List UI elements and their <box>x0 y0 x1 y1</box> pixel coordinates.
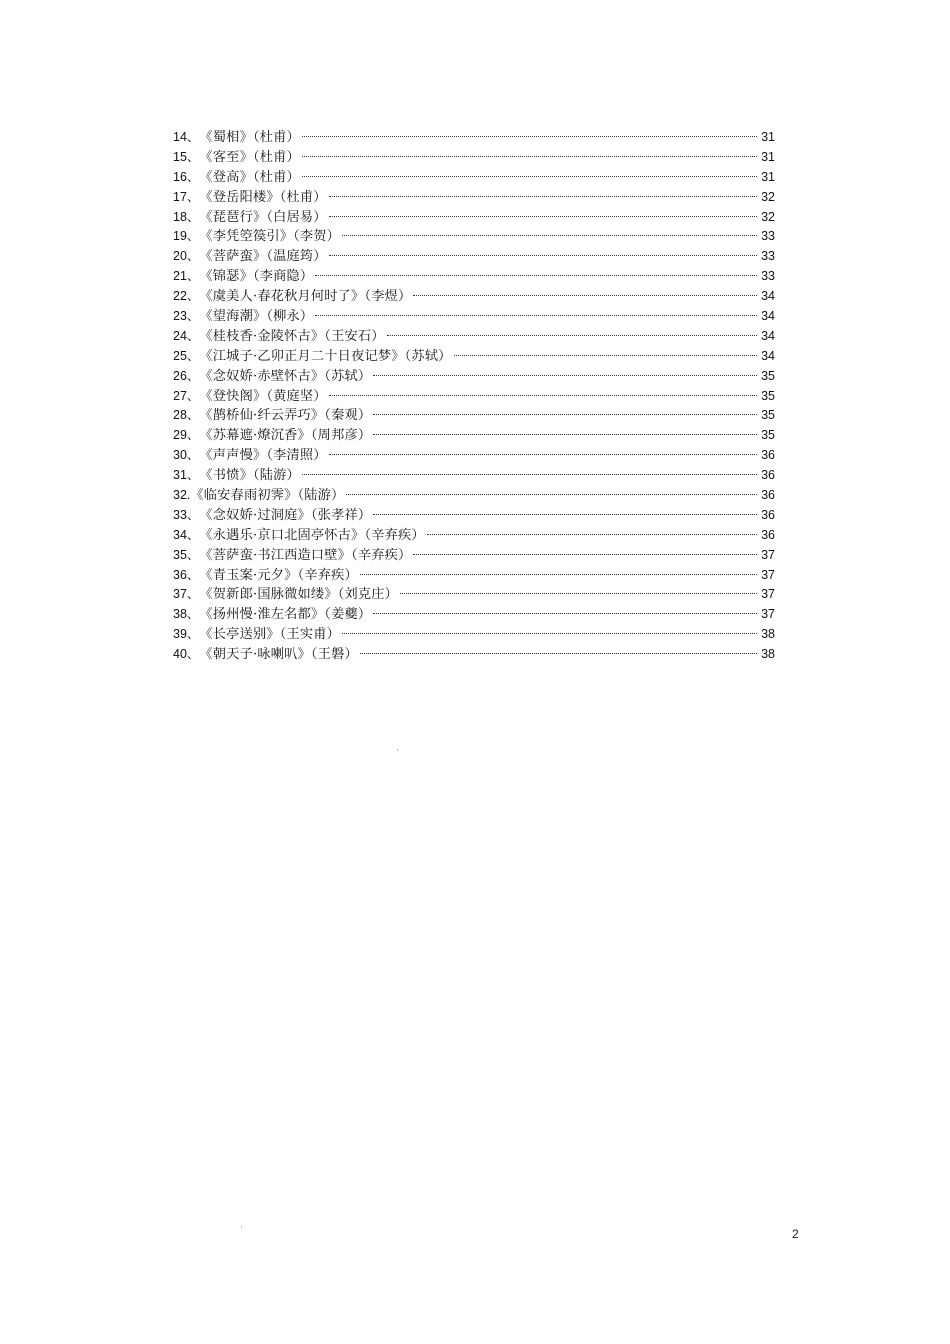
toc-entry-page: 31 <box>761 149 775 164</box>
toc-entry-number: 18、 <box>173 209 200 224</box>
toc-dot-leader <box>315 275 757 276</box>
toc-dot-leader <box>373 514 757 515</box>
toc-entry-page: 34 <box>761 289 775 304</box>
toc-entry-number: 38、 <box>173 607 200 622</box>
toc-dot-leader <box>329 454 757 455</box>
toc-entry-number: 30、 <box>173 448 200 463</box>
toc-entry-title: 《书愤》（陆游） <box>199 468 300 484</box>
toc-dot-leader <box>329 196 757 197</box>
toc-entry-number: 19、 <box>173 229 200 244</box>
toc-dot-leader <box>329 255 757 256</box>
toc-entry-page: 37 <box>761 607 775 622</box>
toc-entry-title: 《贺新郎·国脉微如缕》（刘克庄） <box>199 587 399 603</box>
toc-entry[interactable] <box>173 466 775 486</box>
toc-entry-number: 36、 <box>173 567 200 582</box>
toc-entry[interactable] <box>173 367 775 387</box>
toc-dot-leader <box>329 216 757 217</box>
toc-entry[interactable] <box>173 168 775 188</box>
toc-entry[interactable] <box>173 267 775 287</box>
toc-entry-title: 《菩萨蛮》（温庭筠） <box>199 249 327 265</box>
toc-dot-leader <box>360 653 757 654</box>
toc-entry[interactable] <box>173 426 775 446</box>
toc-entry-title: 《登岳阳楼》（杜甫） <box>199 189 327 205</box>
toc-entry-title: 《念奴娇·赤壁怀古》（苏轼） <box>199 368 372 384</box>
toc-dot-leader <box>387 335 757 336</box>
toc-entry-title: 《声声慢》（李清照） <box>199 448 327 464</box>
scan-speck <box>241 1226 242 1228</box>
toc-entry-number: 29、 <box>173 428 200 443</box>
toc-entry-number: 40、 <box>173 647 200 662</box>
toc-entry-title: 《临安春雨初霁》（陆游） <box>190 488 345 504</box>
toc-entry-number: 32. <box>173 488 191 503</box>
toc-entry-page: 31 <box>761 130 775 144</box>
toc-entry[interactable] <box>173 506 775 526</box>
toc-entry-page: 36 <box>761 527 775 542</box>
toc-entry-number: 27、 <box>173 388 200 403</box>
toc-entry-page: 36 <box>761 468 775 483</box>
toc-entry-page: 32 <box>761 189 775 204</box>
toc-dot-leader <box>346 494 757 495</box>
toc-dot-leader <box>373 414 757 415</box>
toc-entry-title: 《鹊桥仙·纤云弄巧》（秦观） <box>199 408 372 424</box>
toc-entry-title: 《蜀相》（杜甫） <box>199 130 300 145</box>
toc-dot-leader <box>329 395 757 396</box>
toc-entry-page: 33 <box>761 229 775 244</box>
toc-entry[interactable] <box>173 347 775 367</box>
toc-entry-number: 15、 <box>173 149 200 164</box>
toc-entry-title: 《客至》（杜甫） <box>199 149 300 165</box>
toc-entry-number: 35、 <box>173 547 200 562</box>
toc-entry-page: 35 <box>761 408 775 423</box>
toc-entry-page: 32 <box>761 209 775 224</box>
toc-entry[interactable] <box>173 406 775 426</box>
toc-entry[interactable] <box>173 307 775 327</box>
toc-entry[interactable] <box>173 486 775 506</box>
toc-entry-page: 35 <box>761 388 775 403</box>
toc-entry-title: 《朝天子·咏喇叭》（王磐） <box>199 647 358 663</box>
toc-entry-title: 《登高》（杜甫） <box>199 169 300 185</box>
toc-entry-page: 37 <box>761 567 775 582</box>
toc-entry[interactable] <box>173 387 775 407</box>
toc-entry-page: 36 <box>761 507 775 522</box>
toc-entry-number: 33、 <box>173 507 200 522</box>
toc-entry-title: 《李凭箜篌引》（李贺） <box>199 229 341 245</box>
toc-entry-page: 35 <box>761 428 775 443</box>
toc-entry-title: 《桂枝香·金陵怀古》（王安石） <box>199 328 385 344</box>
toc-entry-number: 22、 <box>173 289 200 304</box>
toc-entry-number: 39、 <box>173 627 200 642</box>
toc-entry[interactable] <box>173 625 775 645</box>
toc-entry-number: 24、 <box>173 328 200 343</box>
toc-entry-number: 23、 <box>173 309 200 324</box>
toc-entry-number: 37、 <box>173 587 200 602</box>
scan-speck <box>397 749 398 751</box>
toc-dot-leader <box>302 176 757 177</box>
toc-entry[interactable] <box>173 247 775 267</box>
toc-entry-page: 34 <box>761 309 775 324</box>
toc-entry[interactable] <box>173 605 775 625</box>
toc-dot-leader <box>302 136 757 137</box>
toc-entry-number: 28、 <box>173 408 200 423</box>
toc-entry-page: 35 <box>761 368 775 383</box>
toc-entry-page: 36 <box>761 488 775 503</box>
toc-entry-page: 31 <box>761 169 775 184</box>
toc-entry-number: 20、 <box>173 249 200 264</box>
toc-entry-title: 《苏幕遮·燎沉香》（周邦彦） <box>199 428 372 444</box>
toc-entry-title: 《虞美人·春花秋月何时了》（李煜） <box>199 289 412 305</box>
toc-entry[interactable] <box>173 128 775 148</box>
toc-entry-page: 34 <box>761 348 775 363</box>
toc-entry-number: 34、 <box>173 527 200 542</box>
toc-entry-page: 33 <box>761 269 775 284</box>
page-number: 2 <box>792 1227 799 1241</box>
toc-entry[interactable] <box>173 227 775 247</box>
toc-entry-page: 37 <box>761 547 775 562</box>
toc-dot-leader <box>302 156 757 157</box>
toc-entry[interactable] <box>173 546 775 566</box>
toc-entry-title: 《琵琶行》（白居易） <box>199 209 327 225</box>
toc-entry-title: 《长亭送别》（王实甫） <box>199 627 341 643</box>
toc-entry-title: 《青玉案·元夕》（辛弃疾） <box>199 567 358 583</box>
toc-dot-leader <box>315 315 757 316</box>
toc-entry[interactable] <box>173 566 775 586</box>
toc-entry[interactable] <box>173 148 775 168</box>
table-of-contents <box>173 128 775 665</box>
toc-dot-leader <box>400 593 757 594</box>
toc-dot-leader <box>342 633 757 634</box>
toc-entry-title: 《永遇乐·京口北固亭怀古》（辛弃疾） <box>199 527 425 543</box>
toc-entry-page: 33 <box>761 249 775 264</box>
toc-entry[interactable] <box>173 188 775 208</box>
toc-entry-page: 38 <box>761 627 775 642</box>
toc-entry-number: 14、 <box>173 130 200 144</box>
toc-dot-leader <box>427 534 757 535</box>
toc-entry-title: 《念奴娇·过洞庭》（张孝祥） <box>199 507 372 523</box>
toc-entry-title: 《江城子·乙卯正月二十日夜记梦》（苏轼） <box>199 348 452 364</box>
toc-dot-leader <box>373 434 757 435</box>
toc-dot-leader <box>342 235 757 236</box>
toc-entry[interactable] <box>173 645 775 665</box>
toc-entry-title: 《扬州慢·淮左名都》（姜夔） <box>199 607 372 623</box>
toc-entry-title: 《登快阁》（黄庭坚） <box>199 388 327 404</box>
toc-entry-number: 31、 <box>173 468 200 483</box>
toc-entry[interactable] <box>173 446 775 466</box>
toc-entry[interactable] <box>173 526 775 546</box>
toc-entry-title: 《望海潮》（柳永） <box>199 309 314 325</box>
toc-entry-number: 26、 <box>173 368 200 383</box>
toc-entry-number: 25、 <box>173 348 200 363</box>
toc-dot-leader <box>413 554 757 555</box>
toc-entry[interactable] <box>173 585 775 605</box>
toc-entry-number: 16、 <box>173 169 200 184</box>
toc-entry-page: 36 <box>761 448 775 463</box>
toc-entry[interactable] <box>173 327 775 347</box>
toc-entry[interactable] <box>173 208 775 228</box>
toc-entry[interactable] <box>173 287 775 307</box>
toc-entry-number: 21、 <box>173 269 200 284</box>
toc-dot-leader <box>360 574 757 575</box>
toc-entry-page: 37 <box>761 587 775 602</box>
toc-entry-number: 17、 <box>173 189 200 204</box>
toc-dot-leader <box>454 355 757 356</box>
toc-entry-page: 34 <box>761 328 775 343</box>
toc-entry-title: 《锦瑟》（李商隐） <box>199 269 314 285</box>
toc-dot-leader <box>373 613 757 614</box>
toc-entry-title: 《菩萨蛮·书江西造口壁》（辛弃疾） <box>199 547 412 563</box>
toc-entry-page: 38 <box>761 647 775 662</box>
toc-dot-leader <box>413 295 757 296</box>
toc-dot-leader <box>302 474 757 475</box>
toc-dot-leader <box>373 375 757 376</box>
